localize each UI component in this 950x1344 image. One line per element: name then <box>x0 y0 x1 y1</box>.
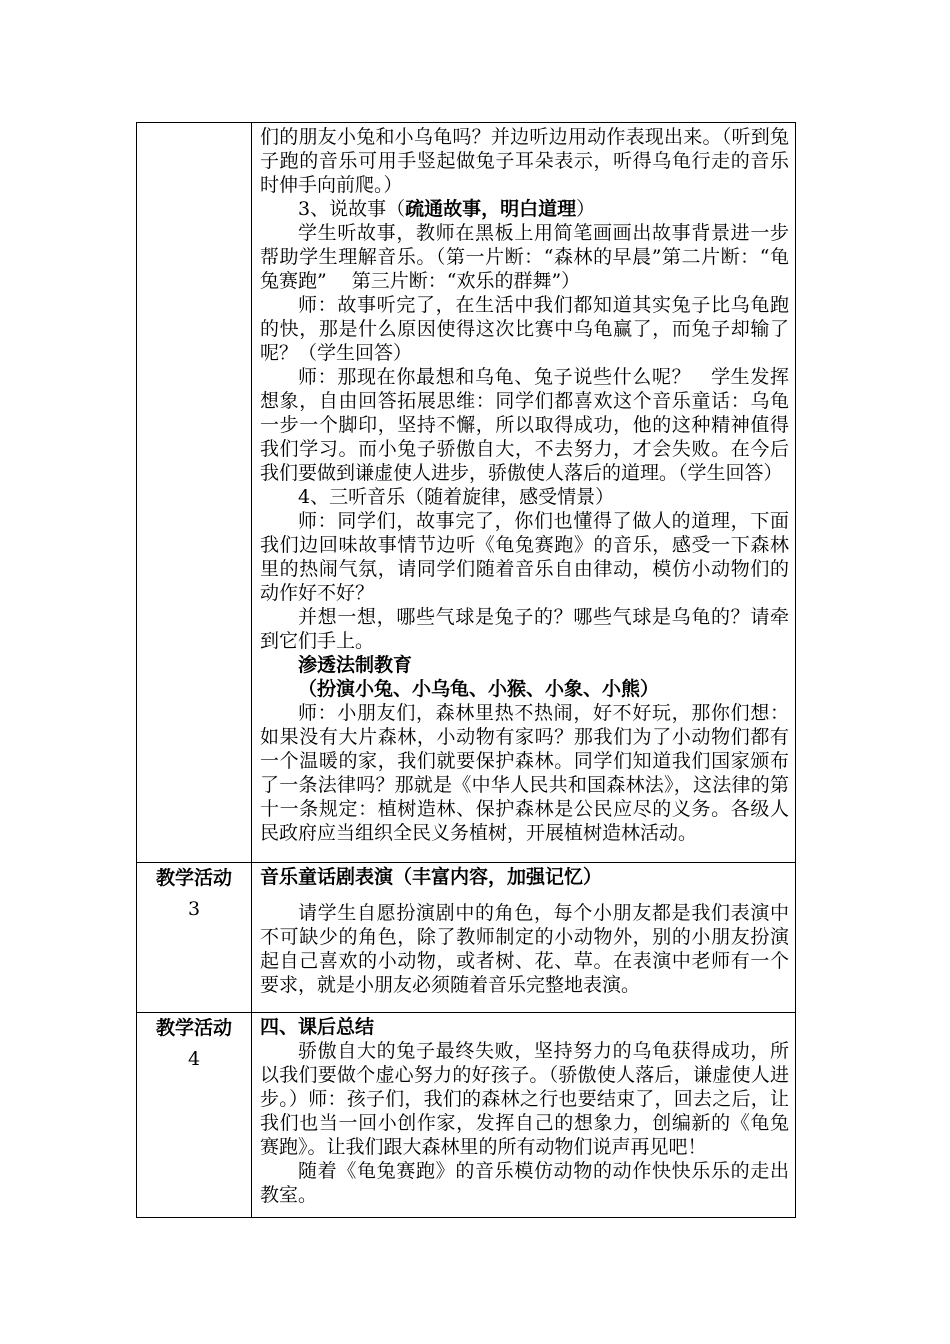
activity-label-number: 3 <box>187 898 201 920</box>
activity-content-cell <box>252 863 796 1013</box>
table-row <box>137 863 796 1013</box>
activity-label-number: 4 <box>187 1048 201 1070</box>
step-3-bold: 疏通故事，明白道理 <box>405 198 577 220</box>
lesson-plan-table <box>136 122 796 1218</box>
paragraph-teacher-1: 师：故事听完了，在生活中我们都知道其实兔子比乌龟跑的快，那是什么原因使得这次比赛中乌龟赢了，而兔子却输了呢？（学生回答） <box>260 294 789 364</box>
paragraph-teacher-2: 师：那现在你最想和乌龟、兔子说些什么呢？ 学生发挥想象，自由回答拓展思维：同学们都喜欢这个音乐童话：乌龟一步一个脚印，坚持不懈，所以取得成功，他的这种精神值得我们学习。而小兔子骄傲自大，不去努力，才会失败。在今后我们要做到谦虚使人进步，骄傲使人落后的道理。（学生回答） <box>260 366 789 484</box>
paragraph-story: 学生听故事，教师在黑板上用简笔画画出故事背景进一步帮助学生理解音乐。（第一片断：“森林的早晨”第二片断：“龟兔赛跑” 第三片断：“欢乐的群舞”） <box>260 222 789 292</box>
paragraph-summary: 骄傲自大的兔子最终失败，坚持努力的乌龟获得成功，所以我们要做个虚心努力的好孩子。（骄傲使人落后，谦虚使人进步。）师：孩子们，我们的森林之行也要结束了，回去之后，让我们也当一回小创作家，发挥自己的想象力，创编新的《龟兔赛跑》。让我们跟大森林里的所有动物们说声再见吧！ <box>260 1040 789 1158</box>
step-4-heading: 4、三听音乐（随着旋律，感受情景） <box>298 486 615 508</box>
spacer <box>260 889 789 901</box>
activity-label-title: 教学活动 <box>155 867 232 889</box>
roles-heading: （扮演小兔、小乌龟、小猴、小象、小熊） <box>298 678 660 700</box>
activity-content-cell <box>252 1013 796 1218</box>
paragraph-intro: 们的朋友小兔和小乌龟吗？并边听边用动作表现出来。（听到兔子跑的音乐可用手竖起做兔子耳朵表示，听得乌龟行走的音乐时伸手向前爬。） <box>260 126 789 196</box>
activity-label-cell <box>137 863 252 1013</box>
paragraph-ending: 随着《龟兔赛跑》的音乐模仿动物的动作快快乐乐的走出教室。 <box>260 1160 789 1206</box>
summary-heading: 四、课后总结 <box>260 1016 375 1038</box>
paragraph-drama: 请学生自愿扮演剧中的角色，每个小朋友都是我们表演中不可缺少的角色，除了教师制定的小动物外，别的小朋友扮演起自己喜欢的小动物，或者树、花、草。在表演中老师有一个要求，就是小朋友必须随着音乐完整地表演。 <box>260 902 789 996</box>
activity-content-cell <box>252 123 796 863</box>
step-3-heading <box>260 197 789 221</box>
law-education-heading: 渗透法制教育 <box>298 654 413 676</box>
activity-label-cell <box>137 123 252 863</box>
table-row <box>137 1013 796 1218</box>
activity-label-cell <box>137 1013 252 1218</box>
step-3-suffix: ） <box>576 198 596 220</box>
step-3-prefix: 3、说故事（ <box>298 198 406 220</box>
paragraph-balloon: 并想一想，哪些气球是兔子的？哪些气球是乌龟的？请牵到它们手上。 <box>260 606 789 652</box>
activity-3-heading: 音乐童话剧表演（丰富内容，加强记忆） <box>260 866 603 888</box>
table-row <box>137 123 796 863</box>
paragraph-forest-law: 师：小朋友们，森林里热不热闹，好不好玩，那你们想：如果没有大片森林，小动物有家吗？那我们为了小动物们都有一个温暖的家，我们就要保护森林。同学们知道我们国家颁布了一条法律吗？那就是《中华人民共和国森林法》，这法律的第十一条规定：植树造林、保护森林是公民应尽的义务。各级人民政府应当组织全民义务植树，开展植树造林活动。 <box>260 702 789 844</box>
paragraph-teacher-3: 师：同学们，故事完了，你们也懂得了做人的道理，下面我们边回味故事情节边听《龟兔赛跑》的音乐，感受一下森林里的热闹气氛，请同学们随着音乐自由律动，模仿小动物们的动作好不好？ <box>260 510 789 604</box>
activity-label-title: 教学活动 <box>155 1017 232 1039</box>
